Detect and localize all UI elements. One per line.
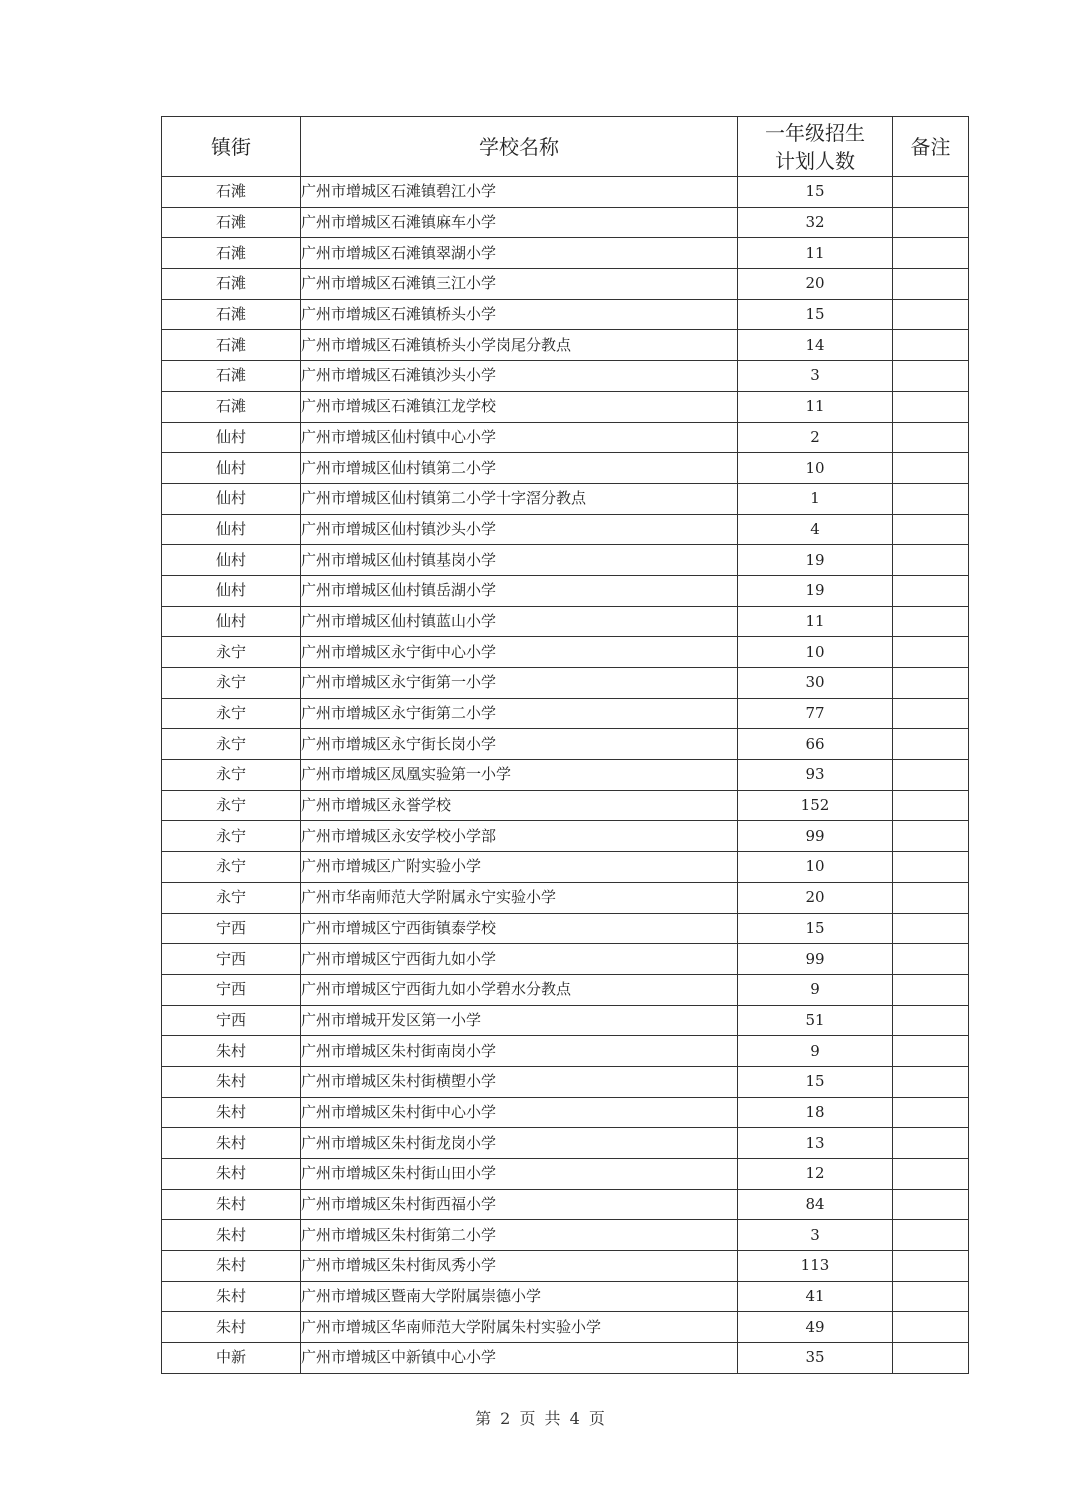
town-cell: 石滩	[162, 207, 301, 238]
table-row	[162, 821, 969, 852]
school-cell: 广州市增城区华南师范大学附属朱村实验小学	[301, 1312, 738, 1343]
table-row	[162, 852, 969, 883]
school-cell: 广州市增城区仙村镇中心小学	[301, 422, 738, 453]
table-row	[162, 269, 969, 300]
note-cell	[893, 514, 969, 545]
town-cell: 宁西	[162, 974, 301, 1005]
count-cell: 14	[738, 330, 893, 361]
school-cell: 广州市增城区朱村街龙岗小学	[301, 1128, 738, 1159]
count-cell: 49	[738, 1312, 893, 1343]
town-cell: 朱村	[162, 1128, 301, 1159]
school-cell: 广州市增城区石滩镇碧江小学	[301, 177, 738, 208]
count-cell: 10	[738, 453, 893, 484]
town-cell: 宁西	[162, 913, 301, 944]
school-cell: 广州市增城开发区第一小学	[301, 1005, 738, 1036]
school-cell: 广州市增城区仙村镇蓝山小学	[301, 606, 738, 637]
school-cell: 广州市增城区石滩镇沙头小学	[301, 361, 738, 392]
count-cell: 18	[738, 1097, 893, 1128]
town-cell: 永宁	[162, 852, 301, 883]
note-cell	[893, 453, 969, 484]
school-cell: 广州市增城区宁西街九如小学碧水分教点	[301, 974, 738, 1005]
school-cell: 广州市增城区中新镇中心小学	[301, 1343, 738, 1374]
school-cell: 广州市增城区凤凰实验第一小学	[301, 760, 738, 791]
count-cell: 15	[738, 299, 893, 330]
town-cell: 仙村	[162, 514, 301, 545]
table-row	[162, 729, 969, 760]
page-number: 第 2 页 共 4 页	[475, 1409, 605, 1428]
town-cell: 石滩	[162, 269, 301, 300]
note-cell	[893, 1189, 969, 1220]
count-cell: 19	[738, 545, 893, 576]
table-header	[162, 117, 969, 177]
school-cell: 广州市增城区永宁街第二小学	[301, 698, 738, 729]
town-cell: 永宁	[162, 760, 301, 791]
note-cell	[893, 1036, 969, 1067]
header-count	[738, 117, 893, 177]
note-cell	[893, 852, 969, 883]
table-row	[162, 882, 969, 913]
town-cell: 石滩	[162, 330, 301, 361]
note-cell	[893, 944, 969, 975]
count-cell: 9	[738, 1036, 893, 1067]
table-row	[162, 1128, 969, 1159]
table-row	[162, 698, 969, 729]
count-cell: 15	[738, 1066, 893, 1097]
note-cell	[893, 1281, 969, 1312]
note-cell	[893, 269, 969, 300]
table-row	[162, 637, 969, 668]
count-cell: 41	[738, 1281, 893, 1312]
count-cell: 113	[738, 1251, 893, 1282]
school-cell: 广州市增城区石滩镇麻车小学	[301, 207, 738, 238]
table-row	[162, 1005, 969, 1036]
count-cell: 13	[738, 1128, 893, 1159]
town-cell: 永宁	[162, 698, 301, 729]
header-row	[162, 117, 969, 177]
note-cell	[893, 1312, 969, 1343]
note-cell	[893, 1005, 969, 1036]
school-cell: 广州市增城区永宁街第一小学	[301, 668, 738, 699]
note-cell	[893, 330, 969, 361]
town-cell: 朱村	[162, 1097, 301, 1128]
count-cell: 11	[738, 391, 893, 422]
count-cell: 3	[738, 1220, 893, 1251]
count-cell: 1	[738, 483, 893, 514]
school-cell: 广州市增城区仙村镇第二小学	[301, 453, 738, 484]
note-cell	[893, 1097, 969, 1128]
note-cell	[893, 1251, 969, 1282]
count-cell: 19	[738, 575, 893, 606]
town-cell: 宁西	[162, 944, 301, 975]
note-cell	[893, 790, 969, 821]
school-cell: 广州市增城区朱村街第二小学	[301, 1220, 738, 1251]
note-cell	[893, 974, 969, 1005]
note-cell	[893, 207, 969, 238]
town-cell: 朱村	[162, 1036, 301, 1067]
table-row	[162, 207, 969, 238]
school-cell: 广州市增城区永誉学校	[301, 790, 738, 821]
note-cell	[893, 913, 969, 944]
table-row	[162, 1281, 969, 1312]
enrollment-table	[161, 116, 969, 1374]
count-cell: 2	[738, 422, 893, 453]
town-cell: 中新	[162, 1343, 301, 1374]
count-cell: 35	[738, 1343, 893, 1374]
count-cell: 152	[738, 790, 893, 821]
count-cell: 99	[738, 821, 893, 852]
town-cell: 朱村	[162, 1066, 301, 1097]
header-note: 备注	[893, 117, 969, 177]
count-cell: 93	[738, 760, 893, 791]
table-row	[162, 514, 969, 545]
table-row	[162, 606, 969, 637]
table-row	[162, 760, 969, 791]
count-cell: 3	[738, 361, 893, 392]
note-cell	[893, 238, 969, 269]
table-row	[162, 483, 969, 514]
town-cell: 仙村	[162, 545, 301, 576]
note-cell	[893, 729, 969, 760]
note-cell	[893, 177, 969, 208]
town-cell: 仙村	[162, 453, 301, 484]
note-cell	[893, 361, 969, 392]
table-row	[162, 1159, 969, 1190]
school-cell: 广州市增城区永宁街长岗小学	[301, 729, 738, 760]
count-cell: 11	[738, 606, 893, 637]
town-cell: 石滩	[162, 238, 301, 269]
town-cell: 朱村	[162, 1251, 301, 1282]
town-cell: 宁西	[162, 1005, 301, 1036]
school-cell: 广州市增城区暨南大学附属崇德小学	[301, 1281, 738, 1312]
count-cell: 4	[738, 514, 893, 545]
table-row	[162, 1343, 969, 1374]
header-town: 镇街	[162, 117, 301, 177]
header-count-line1: 一年级招生	[765, 120, 865, 145]
note-cell	[893, 606, 969, 637]
town-cell: 石滩	[162, 299, 301, 330]
town-cell: 仙村	[162, 606, 301, 637]
town-cell: 石滩	[162, 361, 301, 392]
table-row	[162, 1097, 969, 1128]
note-cell	[893, 391, 969, 422]
town-cell: 石滩	[162, 391, 301, 422]
count-cell: 12	[738, 1159, 893, 1190]
note-cell	[893, 882, 969, 913]
count-cell: 15	[738, 913, 893, 944]
note-cell	[893, 422, 969, 453]
school-cell: 广州市增城区石滩镇翠湖小学	[301, 238, 738, 269]
note-cell	[893, 668, 969, 699]
note-cell	[893, 575, 969, 606]
school-cell: 广州市增城区朱村街山田小学	[301, 1159, 738, 1190]
count-cell: 20	[738, 269, 893, 300]
table-row	[162, 177, 969, 208]
school-cell: 广州市增城区仙村镇第二小学十字滘分教点	[301, 483, 738, 514]
school-cell: 广州市增城区仙村镇沙头小学	[301, 514, 738, 545]
town-cell: 仙村	[162, 575, 301, 606]
table-row	[162, 668, 969, 699]
town-cell: 朱村	[162, 1220, 301, 1251]
school-cell: 广州市增城区永宁街中心小学	[301, 637, 738, 668]
note-cell	[893, 760, 969, 791]
school-cell: 广州市增城区仙村镇基岗小学	[301, 545, 738, 576]
note-cell	[893, 698, 969, 729]
town-cell: 朱村	[162, 1159, 301, 1190]
town-cell: 仙村	[162, 422, 301, 453]
table-row	[162, 361, 969, 392]
count-cell: 66	[738, 729, 893, 760]
note-cell	[893, 637, 969, 668]
note-cell	[893, 299, 969, 330]
note-cell	[893, 1159, 969, 1190]
table-row	[162, 299, 969, 330]
table-row	[162, 1066, 969, 1097]
school-cell: 广州市增城区石滩镇江龙学校	[301, 391, 738, 422]
town-cell: 永宁	[162, 790, 301, 821]
count-cell: 30	[738, 668, 893, 699]
school-cell: 广州市增城区宁西街九如小学	[301, 944, 738, 975]
table-row	[162, 913, 969, 944]
note-cell	[893, 821, 969, 852]
school-cell: 广州市增城区石滩镇桥头小学岗尾分教点	[301, 330, 738, 361]
school-cell: 广州市华南师范大学附属永宁实验小学	[301, 882, 738, 913]
note-cell	[893, 1066, 969, 1097]
school-cell: 广州市增城区仙村镇岳湖小学	[301, 575, 738, 606]
note-cell	[893, 1128, 969, 1159]
table-row	[162, 453, 969, 484]
count-cell: 99	[738, 944, 893, 975]
table-row	[162, 1312, 969, 1343]
count-cell: 10	[738, 852, 893, 883]
table-row	[162, 391, 969, 422]
header-count-line2: 计划人数	[775, 148, 855, 173]
town-cell: 朱村	[162, 1281, 301, 1312]
school-cell: 广州市增城区石滩镇三江小学	[301, 269, 738, 300]
school-cell: 广州市增城区广附实验小学	[301, 852, 738, 883]
table-row	[162, 974, 969, 1005]
note-cell	[893, 1220, 969, 1251]
table-row	[162, 330, 969, 361]
count-cell: 10	[738, 637, 893, 668]
table-row	[162, 1251, 969, 1282]
table-row	[162, 238, 969, 269]
table-row	[162, 545, 969, 576]
count-cell: 15	[738, 177, 893, 208]
count-cell: 84	[738, 1189, 893, 1220]
school-cell: 广州市增城区朱村街西福小学	[301, 1189, 738, 1220]
count-cell: 32	[738, 207, 893, 238]
town-cell: 永宁	[162, 882, 301, 913]
table-row	[162, 422, 969, 453]
town-cell: 永宁	[162, 821, 301, 852]
count-cell: 20	[738, 882, 893, 913]
count-cell: 9	[738, 974, 893, 1005]
table-row	[162, 944, 969, 975]
count-cell: 11	[738, 238, 893, 269]
note-cell	[893, 545, 969, 576]
school-cell: 广州市增城区朱村街中心小学	[301, 1097, 738, 1128]
school-cell: 广州市增城区朱村街凤秀小学	[301, 1251, 738, 1282]
town-cell: 仙村	[162, 483, 301, 514]
table-row	[162, 790, 969, 821]
town-cell: 朱村	[162, 1189, 301, 1220]
table-body	[162, 177, 969, 1374]
town-cell: 石滩	[162, 177, 301, 208]
table-row	[162, 1220, 969, 1251]
town-cell: 永宁	[162, 637, 301, 668]
town-cell: 朱村	[162, 1312, 301, 1343]
header-school: 学校名称	[301, 117, 738, 177]
school-cell: 广州市增城区朱村街横塱小学	[301, 1066, 738, 1097]
school-cell: 广州市增城区朱村街南岗小学	[301, 1036, 738, 1067]
note-cell	[893, 483, 969, 514]
town-cell: 永宁	[162, 729, 301, 760]
note-cell	[893, 1343, 969, 1374]
school-cell: 广州市增城区永安学校小学部	[301, 821, 738, 852]
count-cell: 77	[738, 698, 893, 729]
school-cell: 广州市增城区宁西街镇泰学校	[301, 913, 738, 944]
school-cell: 广州市增城区石滩镇桥头小学	[301, 299, 738, 330]
table-row	[162, 575, 969, 606]
count-cell: 51	[738, 1005, 893, 1036]
town-cell: 永宁	[162, 668, 301, 699]
table-row	[162, 1036, 969, 1067]
table-row	[162, 1189, 969, 1220]
